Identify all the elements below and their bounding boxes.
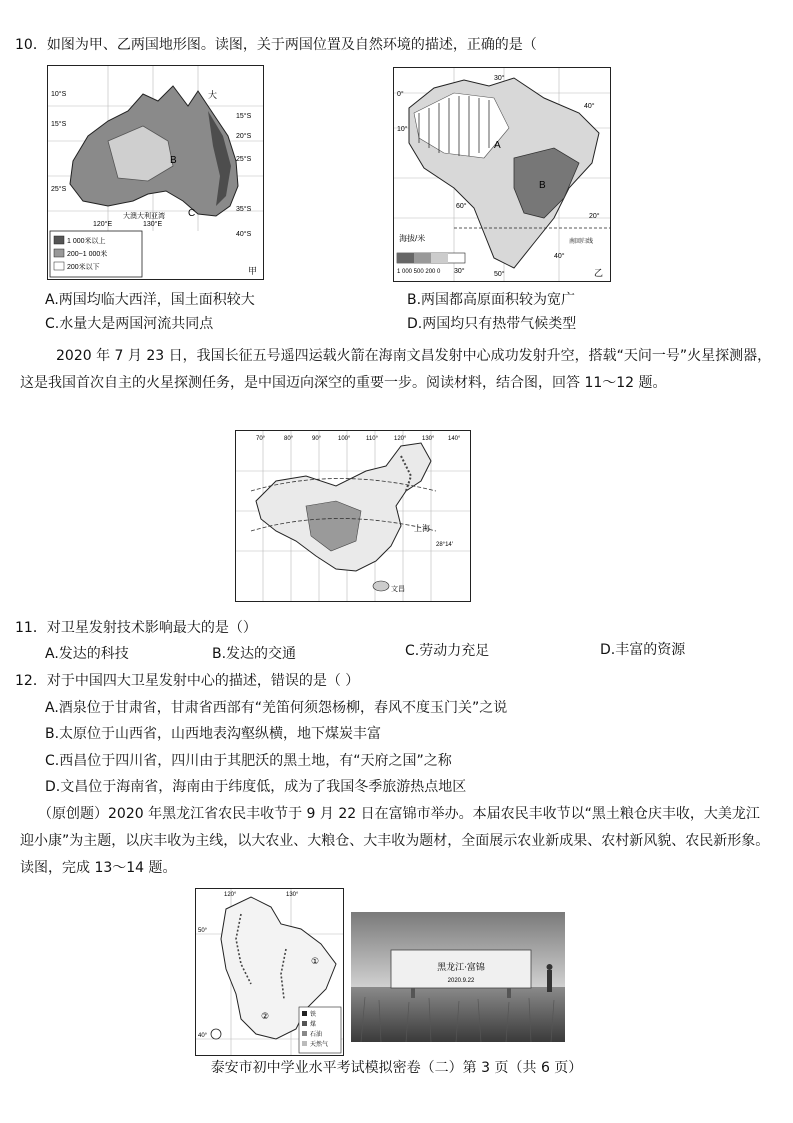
map-jia-name: 甲 xyxy=(248,266,258,276)
map-heilongjiang-graphic xyxy=(196,889,343,1055)
q11-option-a: A.发达的科技 xyxy=(45,646,129,662)
lon-40-top: 40° xyxy=(584,103,595,110)
map-china-graphic xyxy=(236,431,470,601)
lat-25s: 25°S xyxy=(236,156,252,163)
lat-15s: 15°S xyxy=(236,113,252,120)
map-yi-graphic xyxy=(394,68,610,281)
lat-left-25s: 25°S xyxy=(51,186,67,193)
q12-option-b: B.太原位于山西省，山西地表沟壑纵横，地下煤炭丰富 xyxy=(45,726,382,742)
q10-option-a: A.两国均临大西洋，国土面积较大 xyxy=(45,292,255,308)
legend-hlj-1: 铁 xyxy=(310,1012,317,1018)
legend-hlj-2: 煤 xyxy=(310,1022,317,1028)
question-12-stem: 12．对于中国四大卫星发射中心的描述，错误的是（ ） xyxy=(15,673,360,689)
map-jia xyxy=(47,65,264,280)
page-footer: 泰安市初中学业水平考试模拟密卷（二）第 3 页（共 6 页） xyxy=(210,1060,583,1076)
point-b-label-yi: B xyxy=(539,180,546,191)
legend-yi-title: 海拔/米 xyxy=(399,234,426,243)
lat-20s: 20°S xyxy=(236,133,252,140)
lon-130e: 130°E xyxy=(143,221,163,228)
lat-10: 10° xyxy=(397,126,408,133)
lat-20: 20° xyxy=(589,213,600,220)
lon-140: 140° xyxy=(448,436,461,442)
lat-left-10s: 10°S xyxy=(51,91,67,98)
tropic-label: 南回归线 xyxy=(569,239,594,245)
lat-50-hlj: 50° xyxy=(198,928,208,934)
q10-option-b: B.两国都高原面积较为宽广 xyxy=(407,292,576,308)
marker-2: ② xyxy=(261,1012,270,1022)
bight-label: 大澳大利亚湾 xyxy=(123,213,165,220)
legend-hlj-3: 石油 xyxy=(310,1032,323,1038)
marker-1: ① xyxy=(311,957,320,967)
lat-40s: 40°S xyxy=(236,231,252,238)
lon-30-top: 30° xyxy=(494,75,505,82)
map-china xyxy=(235,430,471,602)
harvest-photo-graphic xyxy=(351,912,565,1042)
lon-50: 50° xyxy=(494,271,505,278)
q12-option-a: A.酒泉位于甘肃省，甘肃省西部有“羌笛何须怨杨柳，春风不度玉门关”之说 xyxy=(45,700,508,716)
lat-0: 0° xyxy=(397,91,404,98)
lon-120e: 120°E xyxy=(93,221,113,228)
legend-jia-1: 1 000米以上 xyxy=(67,238,106,245)
lon-120-hlj: 120° xyxy=(224,892,237,898)
map-yi xyxy=(393,67,611,282)
q12-option-d: D.文昌位于海南省，海南由于纬度低，成为了我国冬季旅游热点地区 xyxy=(45,779,467,795)
q10-option-d: D.两国均只有热带气候类型 xyxy=(407,316,577,332)
map-yi-name: 乙 xyxy=(594,268,604,278)
lat-30: 30° xyxy=(454,268,465,275)
intro-13-14: （原创题）2020 年黑龙江省农民丰收节于 9 月 22 日在富锦市举办。本届农民丰收节以“黑土粮仓庆丰收，大美龙江迎小康”为主题，以庆丰收为主线，以大农业、大粮仓、大丰收为题材，全面展示农业新成果、农村新风貌、农民新形象。读图，完成 13～14 题。 xyxy=(20,806,770,876)
lon-130-hlj: 130° xyxy=(286,892,299,898)
question-10-stem: 10．如图为甲、乙两国地形图。读图，关于两国位置及自然环境的描述，正确的是（ xyxy=(15,37,537,53)
lon-80: 80° xyxy=(284,436,294,442)
question-11-stem: 11．对卫星发射技术影响最大的是（） xyxy=(15,620,257,636)
shanghai-label: 上海 xyxy=(414,524,430,533)
q11-option-d: D.丰富的资源 xyxy=(600,642,686,658)
map-jia-graphic xyxy=(48,66,263,279)
lon-40-bottom: 40° xyxy=(554,253,565,260)
lat-left-15s: 15°S xyxy=(51,121,67,128)
sign-date: 2020.9.22 xyxy=(447,978,475,984)
legend-jia-3: 200米以下 xyxy=(67,264,100,271)
wenchang-label: 文昌 xyxy=(391,586,405,593)
lat-40-hlj: 40° xyxy=(198,1033,208,1039)
legend-jia-2: 200~1 000米 xyxy=(67,251,108,258)
lon-120: 120° xyxy=(394,436,407,442)
q11-option-b: B.发达的交通 xyxy=(212,646,297,662)
lon-110: 110° xyxy=(366,436,378,442)
lon-60: 60° xyxy=(456,203,467,210)
point-a-label: A xyxy=(494,140,501,151)
ocean-label: 大 xyxy=(208,90,218,100)
q10-option-c: C.水量大是两国河流共同点 xyxy=(45,316,214,332)
legend-hlj-4: 天然气 xyxy=(310,1042,329,1048)
lon-70: 70° xyxy=(256,436,266,442)
q12-option-c: C.西昌位于四川省，四川由于其肥沃的黑土地，有“天府之国”之称 xyxy=(45,753,452,769)
legend-yi-values: 1 000 500 200 0 xyxy=(397,269,441,275)
intro-11-12: 2020 年 7 月 23 日，我国长征五号遥四运载火箭在海南文昌发射中心成功发射升空，搭载“天问一号”火星探测器，这是我国首次自主的火星探测任务，是中国迈向深空的重要一步。阅读材料，结合图，回答 11～12 题。 xyxy=(20,348,772,391)
lon-90: 90° xyxy=(312,436,322,442)
sign-title: 黑龙江·富锦 xyxy=(437,963,485,973)
lat-35s: 35°S xyxy=(236,206,252,213)
map-heilongjiang xyxy=(195,888,344,1056)
harvest-photo xyxy=(351,912,565,1042)
lon-130: 130° xyxy=(422,436,435,442)
lat-28: 28°14′ xyxy=(436,542,453,548)
point-b-label: B xyxy=(170,155,177,166)
q11-option-c: C.劳动力充足 xyxy=(405,643,490,659)
lon-100: 100° xyxy=(338,436,351,442)
point-c-label: C xyxy=(188,208,196,219)
